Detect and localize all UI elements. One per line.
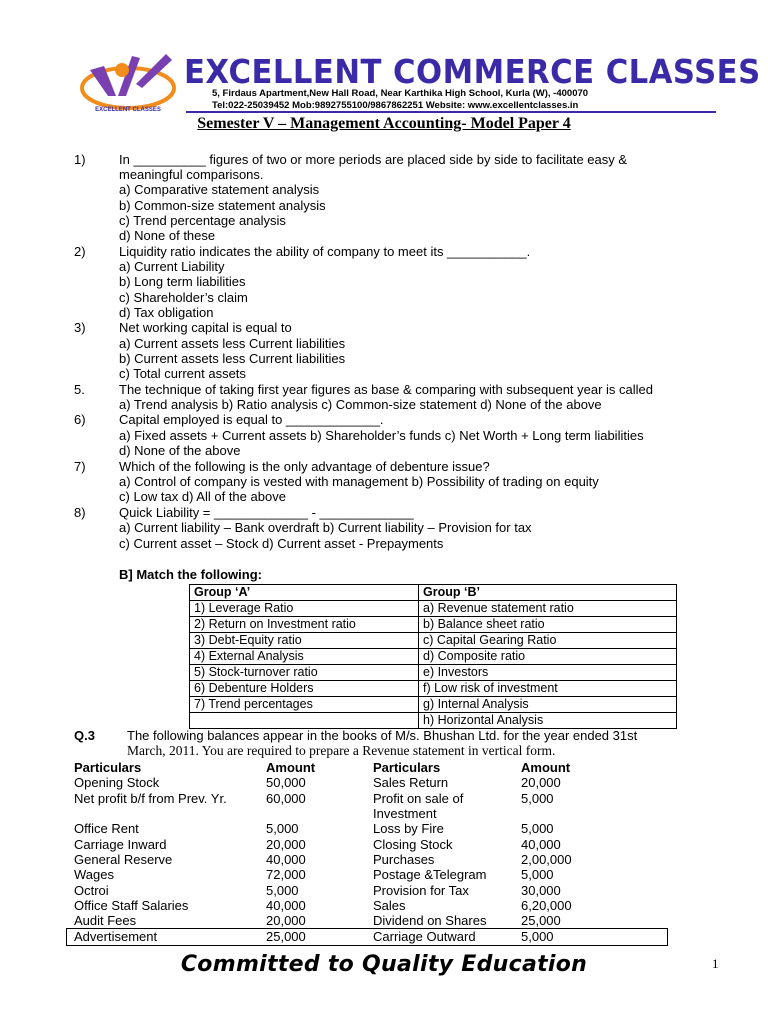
option: c) Total current assets (119, 366, 246, 381)
question-text: Which of the following is the only advantage of debenture issue? (119, 459, 490, 474)
option: a) Control of company is vested with management b) Possibility of trading on equity (119, 474, 599, 489)
balance-particular: Octroi (74, 883, 109, 898)
balance-particular: Sales (373, 898, 406, 913)
table-cell: a) Revenue statement ratio (419, 601, 677, 617)
contact-line: Tel:022-25039452 Mob:9892755100/9867862251 Website: www.excellentclasses.in (212, 100, 579, 111)
balance-amount: 5,000 (521, 791, 554, 806)
balance-particular: Audit Fees (74, 913, 137, 928)
column-header: Amount (521, 760, 571, 775)
brand-name: EXCELLENT COMMERCE CLASSES (184, 52, 761, 91)
balance-amount: 25,000 (521, 913, 561, 928)
excellent-classes-logo-icon (78, 48, 178, 114)
option: b) Common-size statement analysis (119, 198, 326, 213)
table-row (190, 649, 677, 665)
svg-text:EXCELLENT CLASSES: EXCELLENT CLASSES (95, 107, 161, 113)
option: c) Shareholder’s claim (119, 290, 248, 305)
column-header: Group ‘A’ (190, 585, 419, 601)
balance-amount: 40,000 (266, 898, 306, 913)
option: c) Current asset – Stock d) Current asset - Prepayments (119, 536, 444, 551)
balance-particular: Office Staff Salaries (74, 898, 189, 913)
balance-particular: Purchases (373, 852, 435, 867)
column-header: Amount (266, 760, 316, 775)
table-row (190, 681, 677, 697)
option: b) Long term liabilities (119, 274, 246, 289)
option: a) Comparative statement analysis (119, 182, 320, 197)
table-cell: 2) Return on Investment ratio (190, 617, 419, 633)
column-header: Group ‘B’ (419, 585, 677, 601)
balance-amount: 30,000 (521, 883, 561, 898)
question-number: 5. (74, 382, 85, 397)
question-number: 3) (74, 320, 86, 335)
balance-particular: Wages (74, 867, 114, 882)
row-border (66, 928, 668, 946)
option: c) Trend percentage analysis (119, 213, 286, 228)
table-cell: 7) Trend percentages (190, 697, 419, 713)
table-cell: g) Internal Analysis (419, 697, 677, 713)
balance-amount: 6,20,000 (521, 898, 572, 913)
option: d) None of the above (119, 443, 241, 458)
balance-amount: 40,000 (266, 852, 306, 867)
question-number: Q.3 (74, 728, 95, 743)
balance-amount: 5,000 (266, 883, 299, 898)
table-cell: c) Capital Gearing Ratio (419, 633, 677, 649)
balance-amount: 20,000 (266, 913, 306, 928)
balance-particular: Office Rent (74, 821, 139, 836)
question-text: The following balances appear in the books of M/s. Bhushan Ltd. for the year ended 31st (127, 728, 638, 743)
footer-motto: Committed to Quality Education (180, 952, 588, 977)
table-cell: b) Balance sheet ratio (419, 617, 677, 633)
balance-amount: 5,000 (521, 929, 554, 944)
table-row (190, 633, 677, 649)
balance-particular: Investment (373, 806, 437, 821)
question-text: In __________ figures of two or more periods are placed side by side to facilitate easy & (119, 152, 628, 167)
balance-particular: Net profit b/f from Prev. Yr. (74, 791, 227, 806)
match-heading: B] Match the following: (119, 567, 262, 582)
balance-particular: Carriage Outward (373, 929, 476, 944)
balance-particular: Closing Stock (373, 837, 453, 852)
question-text-cont: meaningful comparisons. (119, 167, 264, 182)
balance-particular: Carriage Inward (74, 837, 167, 852)
option: c) Low tax d) All of the above (119, 489, 286, 504)
match-table (189, 584, 677, 729)
balance-amount: 5,000 (521, 867, 554, 882)
question-number: 1) (74, 152, 86, 167)
balance-amount: 5,000 (521, 821, 554, 836)
question-text-cont: March, 2011. You are required to prepare a Revenue statement in vertical form. (127, 743, 556, 758)
balance-particular: Dividend on Shares (373, 913, 487, 928)
table-row (190, 617, 677, 633)
question-number: 2) (74, 244, 86, 259)
table-cell: 4) External Analysis (190, 649, 419, 665)
balance-particular: General Reserve (74, 852, 173, 867)
balance-amount: 72,000 (266, 867, 306, 882)
balance-particular: Advertisement (74, 929, 158, 944)
balance-amount: 20,000 (266, 837, 306, 852)
table-cell: 6) Debenture Holders (190, 681, 419, 697)
table-row (190, 713, 677, 729)
table-cell: 3) Debt-Equity ratio (190, 633, 419, 649)
table-row (190, 601, 677, 617)
question-text: The technique of taking first year figures as base & comparing with subsequent year is called (119, 382, 654, 397)
option: d) Tax obligation (119, 305, 214, 320)
table-cell: h) Horizontal Analysis (419, 713, 677, 729)
balance-amount: 60,000 (266, 791, 306, 806)
option: b) Current assets less Current liabilities (119, 351, 346, 366)
option: d) None of these (119, 228, 216, 243)
column-header: Particulars (373, 760, 441, 775)
question-text: Net working capital is equal to (119, 320, 292, 335)
table-cell (190, 713, 419, 729)
header-divider (186, 111, 716, 113)
balance-particular: Loss by Fire (373, 821, 444, 836)
table-row (190, 697, 677, 713)
table-cell: 1) Leverage Ratio (190, 601, 419, 617)
table-row (190, 665, 677, 681)
balance-amount: 25,000 (266, 929, 306, 944)
option: a) Trend analysis b) Ratio analysis c) Common-size statement d) None of the above (119, 397, 602, 412)
balance-particular: Opening Stock (74, 775, 160, 790)
balance-amount: 20,000 (521, 775, 561, 790)
table-header-row (190, 585, 677, 601)
column-header: Particulars (74, 760, 142, 775)
option: a) Current assets less Current liabilities (119, 336, 346, 351)
option: a) Fixed assets + Current assets b) Shareholder’s funds c) Net Worth + Long term liabilities (119, 428, 644, 443)
address-line: 5, Firdaus Apartment,New Hall Road, Near Karthika High School, Kurla (W), -400070 (212, 88, 589, 99)
table-cell: 5) Stock-turnover ratio (190, 665, 419, 681)
question-text: Liquidity ratio indicates the ability of company to meet its ___________. (119, 244, 531, 259)
option: a) Current liability – Bank overdraft b) Current liability – Provision for tax (119, 520, 532, 535)
table-cell: d) Composite ratio (419, 649, 677, 665)
balance-particular: Postage &Telegram (373, 867, 487, 882)
option: a) Current Liability (119, 259, 225, 274)
balance-amount: 50,000 (266, 775, 306, 790)
page-title: Semester V – Management Accounting- Model Paper 4 (197, 115, 571, 132)
balance-amount: 2,00,000 (521, 852, 572, 867)
table-cell: e) Investors (419, 665, 677, 681)
question-number: 6) (74, 412, 86, 427)
balance-particular: Provision for Tax (373, 883, 469, 898)
question-text: Capital employed is equal to _____________. (119, 412, 384, 427)
balance-particular: Sales Return (373, 775, 449, 790)
balance-amount: 40,000 (521, 837, 561, 852)
page-number: 1 (712, 956, 719, 971)
balance-particular: Profit on sale of (373, 791, 464, 806)
table-cell: f) Low risk of investment (419, 681, 677, 697)
balance-amount: 5,000 (266, 821, 299, 836)
question-number: 8) (74, 505, 86, 520)
question-number: 7) (74, 459, 86, 474)
question-text: Quick Liability = _____________ - _____________ (119, 505, 414, 520)
